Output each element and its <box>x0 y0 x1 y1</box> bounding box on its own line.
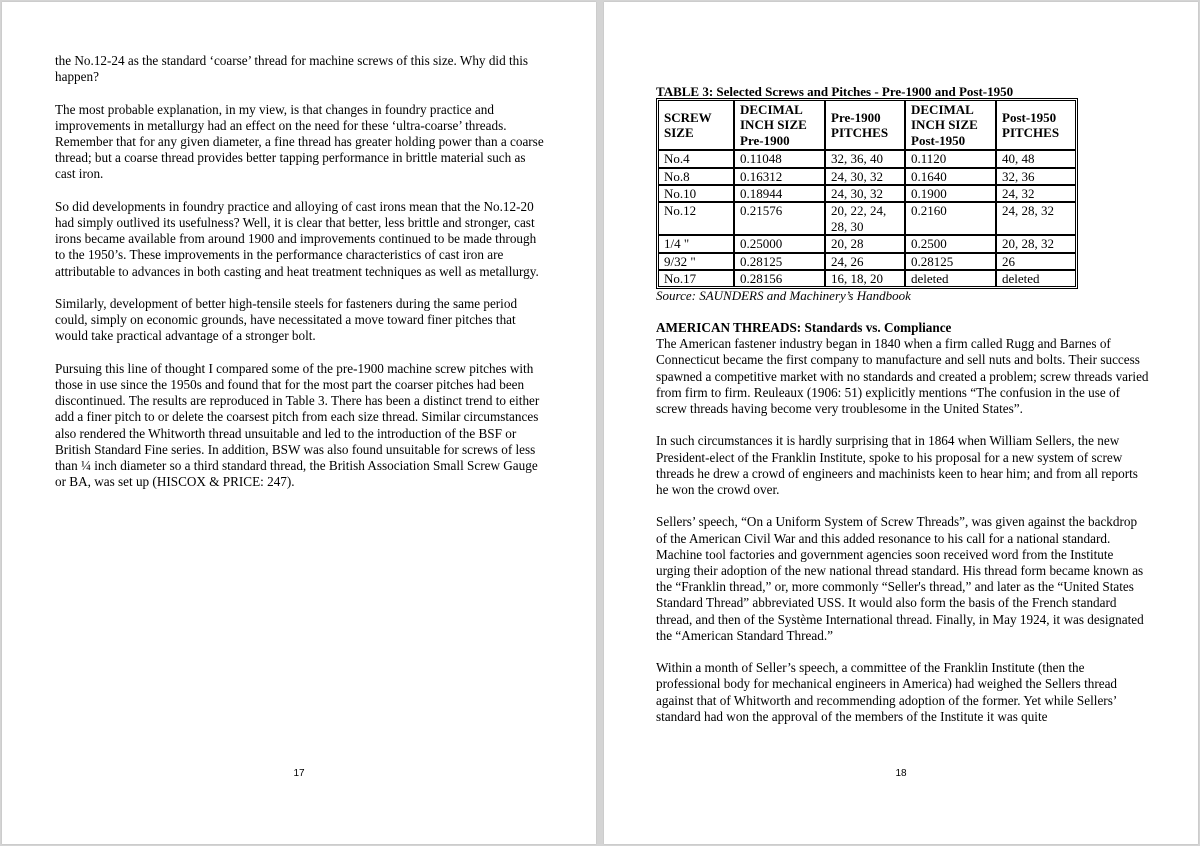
cell-decimal-post-1950: 0.1120 <box>905 150 996 167</box>
cell-decimal-post-1950: deleted <box>905 270 996 287</box>
cell-screw-size: No.12 <box>658 202 734 235</box>
paragraph: So did developments in foundry practice and alloying of cast irons mean that the No.12-20 had simply outlived its usefulness? Well, it is clear that better, less brittle and stronger, cast irons became available from around 1900 and improvements continued to be made through to the 1950’s. These improvements in the performance characteristics of cast iron are attributable to advances in both casting and heat treatment techniques as well as metallurgy. <box>55 198 539 279</box>
paragraph: the No.12-24 as the standard ‘coarse’ thread for machine screws of this size. Why did this happen? <box>55 53 529 85</box>
header-decimal-post-1950: DECIMAL INCH SIZE Post-1950 <box>905 100 996 150</box>
table-row <box>658 168 1076 185</box>
cell-pitches-pre-1900: 16, 18, 20 <box>825 270 905 287</box>
cell-screw-size: 1/4 " <box>658 235 734 252</box>
table-row <box>658 185 1076 202</box>
cell-pitches-post-1950: 24, 32 <box>996 185 1076 202</box>
cell-decimal-post-1950: 0.1640 <box>905 168 996 185</box>
cell-screw-size: No.4 <box>658 150 734 167</box>
cell-screw-size: No.10 <box>658 185 734 202</box>
page-18 <box>604 2 1198 844</box>
table-row <box>658 202 1076 235</box>
table-frame <box>656 98 1078 289</box>
cell-screw-size: 9/32 " <box>658 253 734 270</box>
cell-pitches-post-1950: 24, 28, 32 <box>996 202 1076 235</box>
cell-pitches-pre-1900: 20, 28 <box>825 235 905 252</box>
table-header-row <box>658 100 1076 150</box>
cell-pitches-post-1950: 32, 36 <box>996 168 1076 185</box>
header-screw-size: SCREW SIZE <box>658 100 734 150</box>
paragraph: Within a month of Seller’s speech, a committee of the Franklin Institute (then the professional body for mechanical engineers in America) had weighed the Sellers thread against that of Whitworth and recommending adoption of the former. Yet while Sellers’ standard had won the approval of the members of the Institute it was quite <box>656 660 1118 724</box>
cell-decimal-post-1950: 0.28125 <box>905 253 996 270</box>
table-source-note: Source: SAUNDERS and Machinery’s Handbook <box>656 288 911 303</box>
cell-pitches-pre-1900: 32, 36, 40 <box>825 150 905 167</box>
cell-screw-size: No.17 <box>658 270 734 287</box>
paragraph: The American fastener industry began in 1840 when a firm called Rugg and Barnes of Connecticut became the first company to manufacture and sell nuts and bolts. Their success spawned a competitive market with no standards and created a problem; screw threads varied from firm to firm. Reuleaux (1906: 51) explicitly mentions “The confusion in the use of screw threads having become very troublesome in the United States”. <box>656 336 1149 417</box>
cell-decimal-pre-1900: 0.18944 <box>734 185 825 202</box>
cell-pitches-post-1950: 26 <box>996 253 1076 270</box>
cell-pitches-post-1950: deleted <box>996 270 1076 287</box>
cell-pitches-post-1950: 20, 28, 32 <box>996 235 1076 252</box>
cell-decimal-post-1950: 0.1900 <box>905 185 996 202</box>
table-row <box>658 235 1076 252</box>
cell-decimal-post-1950: 0.2160 <box>905 202 996 235</box>
cell-screw-size: No.8 <box>658 168 734 185</box>
cell-decimal-pre-1900: 0.28125 <box>734 253 825 270</box>
paragraph: Similarly, development of better high-tensile steels for fasteners during the same period could, simply on economic grounds, have necessitated a move toward finer pitches that would take practical advantage of a stronger bolt. <box>55 296 518 344</box>
table-row <box>658 150 1076 167</box>
cell-decimal-pre-1900: 0.28156 <box>734 270 825 287</box>
cell-pitches-pre-1900: 24, 30, 32 <box>825 185 905 202</box>
header-pitches-post-1950: Post-1950 PITCHES <box>996 100 1076 150</box>
pitch-table <box>658 100 1076 287</box>
header-pitches-pre-1900: Pre-1900 PITCHES <box>825 100 905 150</box>
paragraph: The most probable explanation, in my view, is that changes in foundry practice and improvements in metallurgy had an effect on the need for these ‘ultra-coarse’ threads. Remember that for any given diameter, a fine thread has greater holding power than a coarse thread; but a coarse thread provides better tapping performance in brittle material such as cast iron. <box>55 101 544 182</box>
page-17 <box>2 2 596 844</box>
paragraph: Sellers’ speech, “On a Uniform System of Screw Threads”, was given against the backdrop of the American Civil War and this added resonance to his call for a national standard. Machine tool factories and government agencies soon received word from the Institute urging their adoption of the new national thread standard. His thread form became known as the “Franklin thread,” or, more commonly “Seller's thread,” and later as the “United States Standard Thread” abbreviated USS. It would also form the basis of the French standard thread, and then of the Système International thread. Finally, in May 1924, it was designated the “American Standard Thread.” <box>656 514 1144 643</box>
cell-pitches-post-1950: 40, 48 <box>996 150 1076 167</box>
page-number: 18 <box>895 768 907 779</box>
right-page-body <box>656 320 1150 741</box>
cell-pitches-pre-1900: 24, 30, 32 <box>825 168 905 185</box>
table-row <box>658 270 1076 287</box>
paragraph: In such circumstances it is hardly surprising that in 1864 when William Sellers, the new President-elect of the Franklin Institute, spoke to his proposal for a new system of screw threads he drew a crowd of engineers and machinists keen to hear him; and from all reports he won the crowd over. <box>656 433 1138 498</box>
left-page-body <box>55 53 545 507</box>
cell-pitches-pre-1900: 24, 26 <box>825 253 905 270</box>
cell-decimal-pre-1900: 0.16312 <box>734 168 825 185</box>
table-title: TABLE 3: Selected Screws and Pitches - Pre-1900 and Post-1950 <box>656 84 1014 99</box>
section-heading: AMERICAN THREADS: Standards vs. Compliance <box>656 320 952 335</box>
cell-decimal-pre-1900: 0.25000 <box>734 235 825 252</box>
cell-decimal-pre-1900: 0.21576 <box>734 202 825 235</box>
cell-decimal-pre-1900: 0.11048 <box>734 150 825 167</box>
cell-decimal-post-1950: 0.2500 <box>905 235 996 252</box>
header-decimal-pre-1900: DECIMAL INCH SIZE Pre-1900 <box>734 100 825 150</box>
table-row <box>658 253 1076 270</box>
cell-pitches-pre-1900: 20, 22, 24, 28, 30 <box>825 202 905 235</box>
page-number: 17 <box>293 768 305 779</box>
paragraph: Pursuing this line of thought I compared some of the pre-1900 machine screw pitches with those in use since the 1950s and found that for the most part the coarser pitches had been discontinued. The results are reproduced in Table 3. There has been a distinct trend to either add a finer pitch to or delete the coarsest pitch from each size thread. Similar circumstances also rendered the Whitworth thread unsuitable and led to the introduction of the BSF or British Standard Fine series. In addition, BSW was also found unsuitable for screws of less than ¼ inch diameter so a third standard thread, the British Association Small Screw Gauge or BA, was set up (HISCOX & PRICE: 247). <box>55 360 540 490</box>
